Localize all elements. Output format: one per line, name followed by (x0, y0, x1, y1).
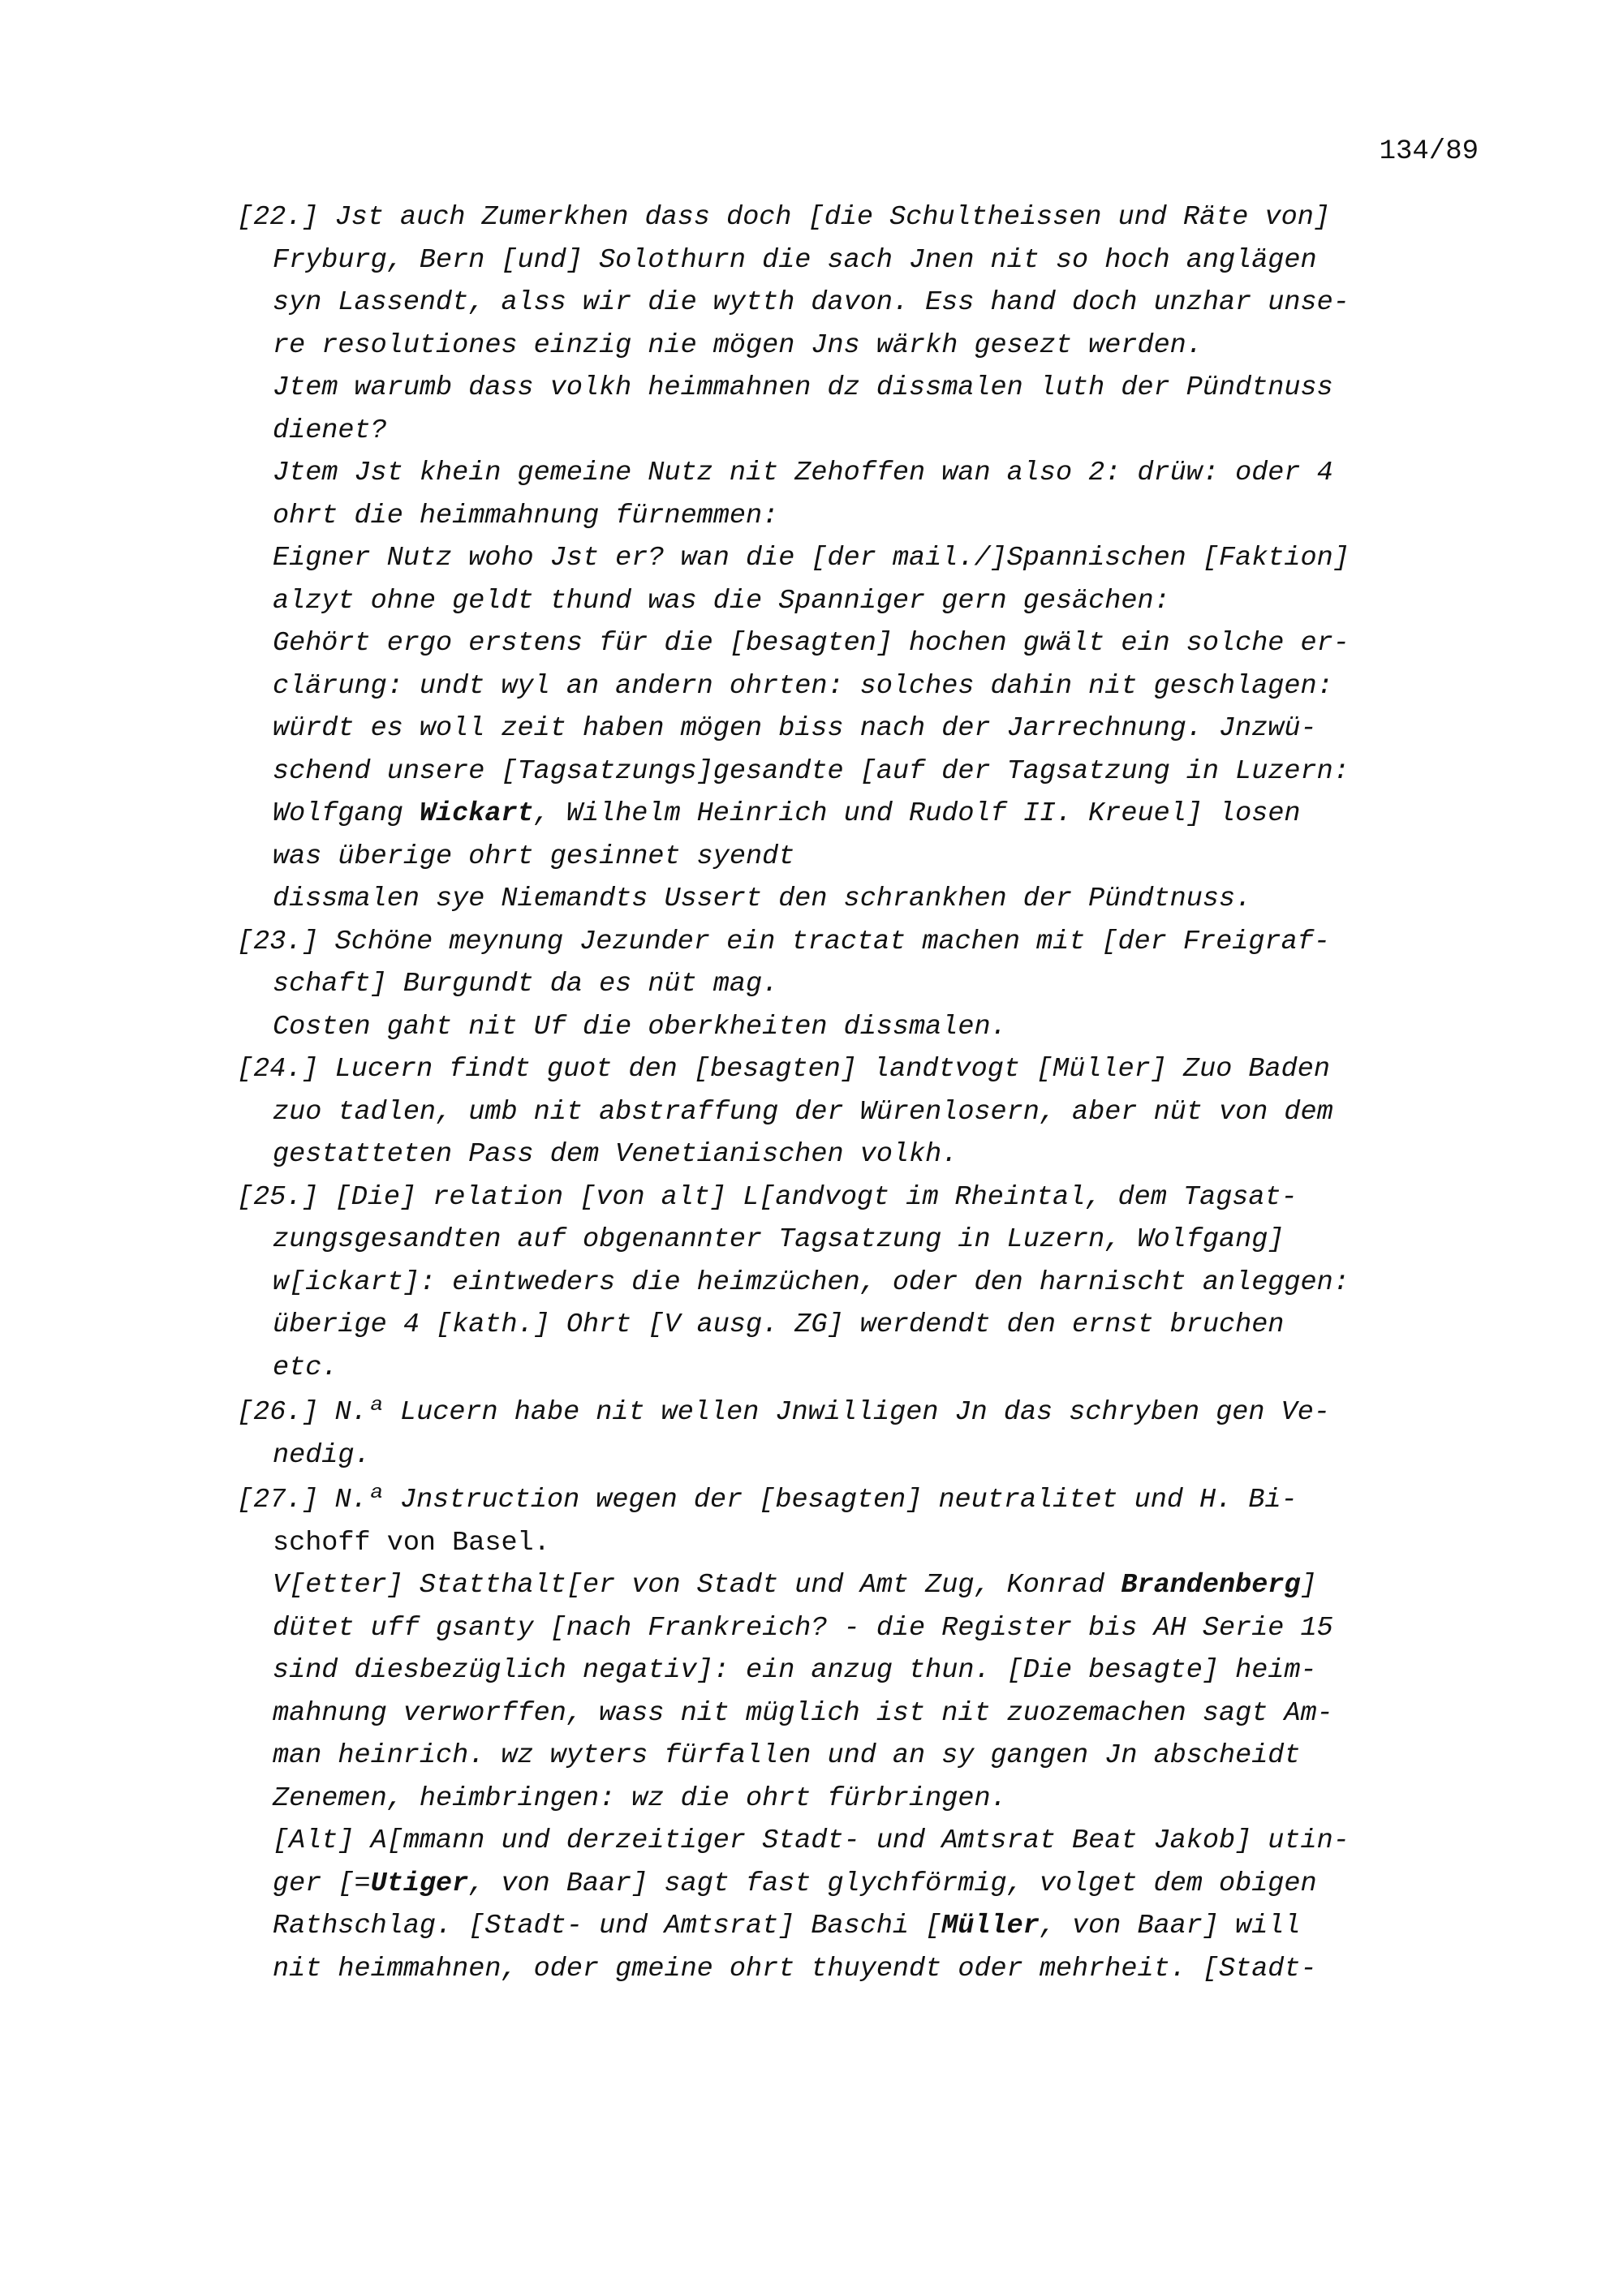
text-line (237, 1048, 1503, 1091)
text-segment: gestatteten Pass dem Venetianischen volkh. (273, 1139, 958, 1170)
text-line (237, 1347, 1503, 1390)
text-line (237, 878, 1503, 921)
text-segment: ] (1300, 1570, 1317, 1601)
text-line (237, 1006, 1503, 1049)
text-line (237, 1479, 1503, 1522)
text-line (237, 367, 1503, 410)
bold-name: Utiger (370, 1868, 469, 1899)
text-line (237, 1948, 1503, 1991)
text-line (237, 410, 1503, 453)
text-segment: etc. (273, 1352, 338, 1383)
text-segment: , von Baar] will (1039, 1911, 1301, 1941)
text-segment: V[etter] Statthalt[er von Stadt und Amt Zug, Konrad (273, 1570, 1121, 1601)
page-number: 134/89 (1379, 136, 1479, 167)
text-line (237, 1692, 1503, 1735)
text-segment: , von Baar] sagt fast glychförmig, volget dem obigen (468, 1868, 1317, 1899)
text-line (237, 537, 1503, 580)
text-line (237, 1649, 1503, 1692)
text-segment: [27.] N.ª Jnstruction wegen der [besagten] neutralitet und H. Bi- (237, 1485, 1298, 1516)
text-line (237, 750, 1503, 793)
text-line (237, 452, 1503, 495)
text-segment: was überige ohrt gesinnet syendt (273, 841, 795, 872)
bold-name: Müller (941, 1911, 1040, 1941)
text-line (237, 963, 1503, 1006)
text-line (237, 196, 1503, 239)
text-segment: zuo tadlen, umb nit abstraffung der Würenlosern, aber nüt von dem (273, 1096, 1333, 1128)
text-segment: re resolutiones einzig nie mögen Jns wärkh gesezt werden. (273, 329, 1203, 361)
text-line (237, 836, 1503, 879)
bold-name: Wickart (419, 798, 534, 829)
text-segment: ohrt die heimmahnung fürnemmen: (273, 500, 779, 531)
text-segment: nit heimmahnen, oder gmeine ohrt thuyendt oder mehrheit. [Stadt- (273, 1953, 1317, 1984)
text-segment: Rathschlag. [Stadt- und Amtsrat] Baschi [ (273, 1911, 942, 1941)
text-line (237, 1522, 1503, 1565)
text-line (237, 1820, 1503, 1863)
bold-name: Brandenberg (1121, 1570, 1301, 1601)
text-line (237, 495, 1503, 538)
text-segment: [24.] Lucern findt guot den [besagten] landtvogt [Müller] Zuo Baden (237, 1054, 1330, 1085)
text-segment: [22.] Jst auch Zumerkhen dass doch [die Schultheissen und Räte von] (237, 202, 1330, 233)
text-segment: nedig. (273, 1439, 371, 1471)
text-segment: dissmalen sye Niemandts Ussert den schrankhen der Pündtnuss. (273, 884, 1252, 914)
text-segment: Fryburg, Bern [und] Solothurn die sach Jnen nit so hoch anglägen (273, 244, 1317, 276)
text-line (237, 793, 1503, 836)
text-segment: [Alt] A[mmann und derzeitiger Stadt- und Amtsrat Beat Jakob] utin- (273, 1825, 1350, 1856)
text-line (237, 921, 1503, 964)
text-line (237, 580, 1503, 623)
text-line (237, 239, 1503, 282)
text-line (237, 1219, 1503, 1262)
document-body (237, 196, 1503, 1990)
text-segment: alzyt ohne geldt thund was die Spanniger gern gesächen: (273, 585, 1170, 617)
text-segment: [25.] [Die] relation [von alt] L[andvogt im Rheintal, dem Tagsat- (237, 1181, 1298, 1213)
text-segment: würdt es woll zeit haben mögen biss nach der Jarrechnung. Jnzwü- (273, 713, 1317, 744)
text-line (237, 325, 1503, 368)
text-segment: Wolfgang (273, 798, 420, 829)
text-segment: [23.] Schöne meynung Jezunder ein tractat machen mit [der Freigraf- (237, 926, 1330, 957)
text-line (237, 1607, 1503, 1650)
text-line (237, 1133, 1503, 1176)
text-segment: schoff von Basel. (273, 1527, 550, 1559)
text-segment: Costen gaht nit Uf die oberkheiten dissmalen. (273, 1011, 1007, 1043)
text-segment: schaft] Burgundt da es nüt mag. (273, 969, 779, 1000)
text-line (237, 1304, 1503, 1347)
text-segment: ger [= (273, 1868, 371, 1899)
text-line (237, 665, 1503, 708)
text-line (237, 707, 1503, 750)
text-segment: Jtem Jst khein gemeine Nutz nit Zehoffen wan also 2: drüw: oder 4 (273, 458, 1333, 488)
text-line (237, 1091, 1503, 1134)
text-line (237, 622, 1503, 665)
text-segment: mahnung verworffen, wass nit müglich ist nit zuozemachen sagt Am- (273, 1697, 1333, 1729)
text-segment: , Wilhelm Heinrich und Rudolf II. Kreuel] losen (533, 798, 1301, 829)
text-segment: Eigner Nutz woho Jst er? wan die [der mail./]Spannischen [Faktion] (273, 543, 1350, 574)
text-segment: [26.] N.ª Lucern habe nit wellen Jnwilligen Jn das schryben gen Ve- (237, 1397, 1330, 1428)
text-line (237, 1905, 1503, 1948)
text-line (237, 1863, 1503, 1906)
text-segment: Zenemen, heimbringen: wz die ohrt fürbringen. (273, 1782, 1007, 1814)
text-line (237, 282, 1503, 325)
text-line (237, 1564, 1503, 1607)
text-segment: schend unsere [Tagsatzungs]gesandte [auf der Tagsatzung in Luzern: (273, 755, 1350, 787)
text-segment: Jtem warumb dass volkh heimmahnen dz dissmalen luth der Pündtnuss (273, 372, 1333, 403)
text-segment: w[ickart]: eintweders die heimzüchen, oder den harnischt anleggen: (273, 1266, 1350, 1298)
text-segment: überige 4 [kath.] Ohrt [V ausg. ZG] werdendt den ernst bruchen (273, 1309, 1285, 1340)
text-segment: dütet uff gsanty [nach Frankreich? - die Register bis AH Serie 15 (273, 1612, 1333, 1644)
text-segment: clärung: undt wyl an andern ohrten: solches dahin nit geschlagen: (273, 670, 1333, 702)
text-line (237, 1176, 1503, 1219)
text-line (237, 1434, 1503, 1477)
text-line (237, 1262, 1503, 1305)
text-segment: man heinrich. wz wyters fürfallen und an sy gangen Jn abscheidt (273, 1740, 1301, 1771)
text-segment: sind diesbezüglich negativ]: ein anzug thun. [Die besagte] heim- (273, 1655, 1317, 1686)
text-segment: syn Lassendt, alss wir die wytth davon. Ess hand doch unzhar unse- (273, 287, 1350, 318)
text-line (237, 1778, 1503, 1821)
text-line (237, 1735, 1503, 1778)
text-segment: dienet? (273, 415, 387, 446)
text-segment: zungsgesandten auf obgenannter Tagsatzung in Luzern, Wolfgang] (273, 1224, 1285, 1255)
text-line (237, 1391, 1503, 1434)
text-segment: Gehört ergo erstens für die [besagten] hochen gwält ein solche er- (273, 628, 1350, 659)
